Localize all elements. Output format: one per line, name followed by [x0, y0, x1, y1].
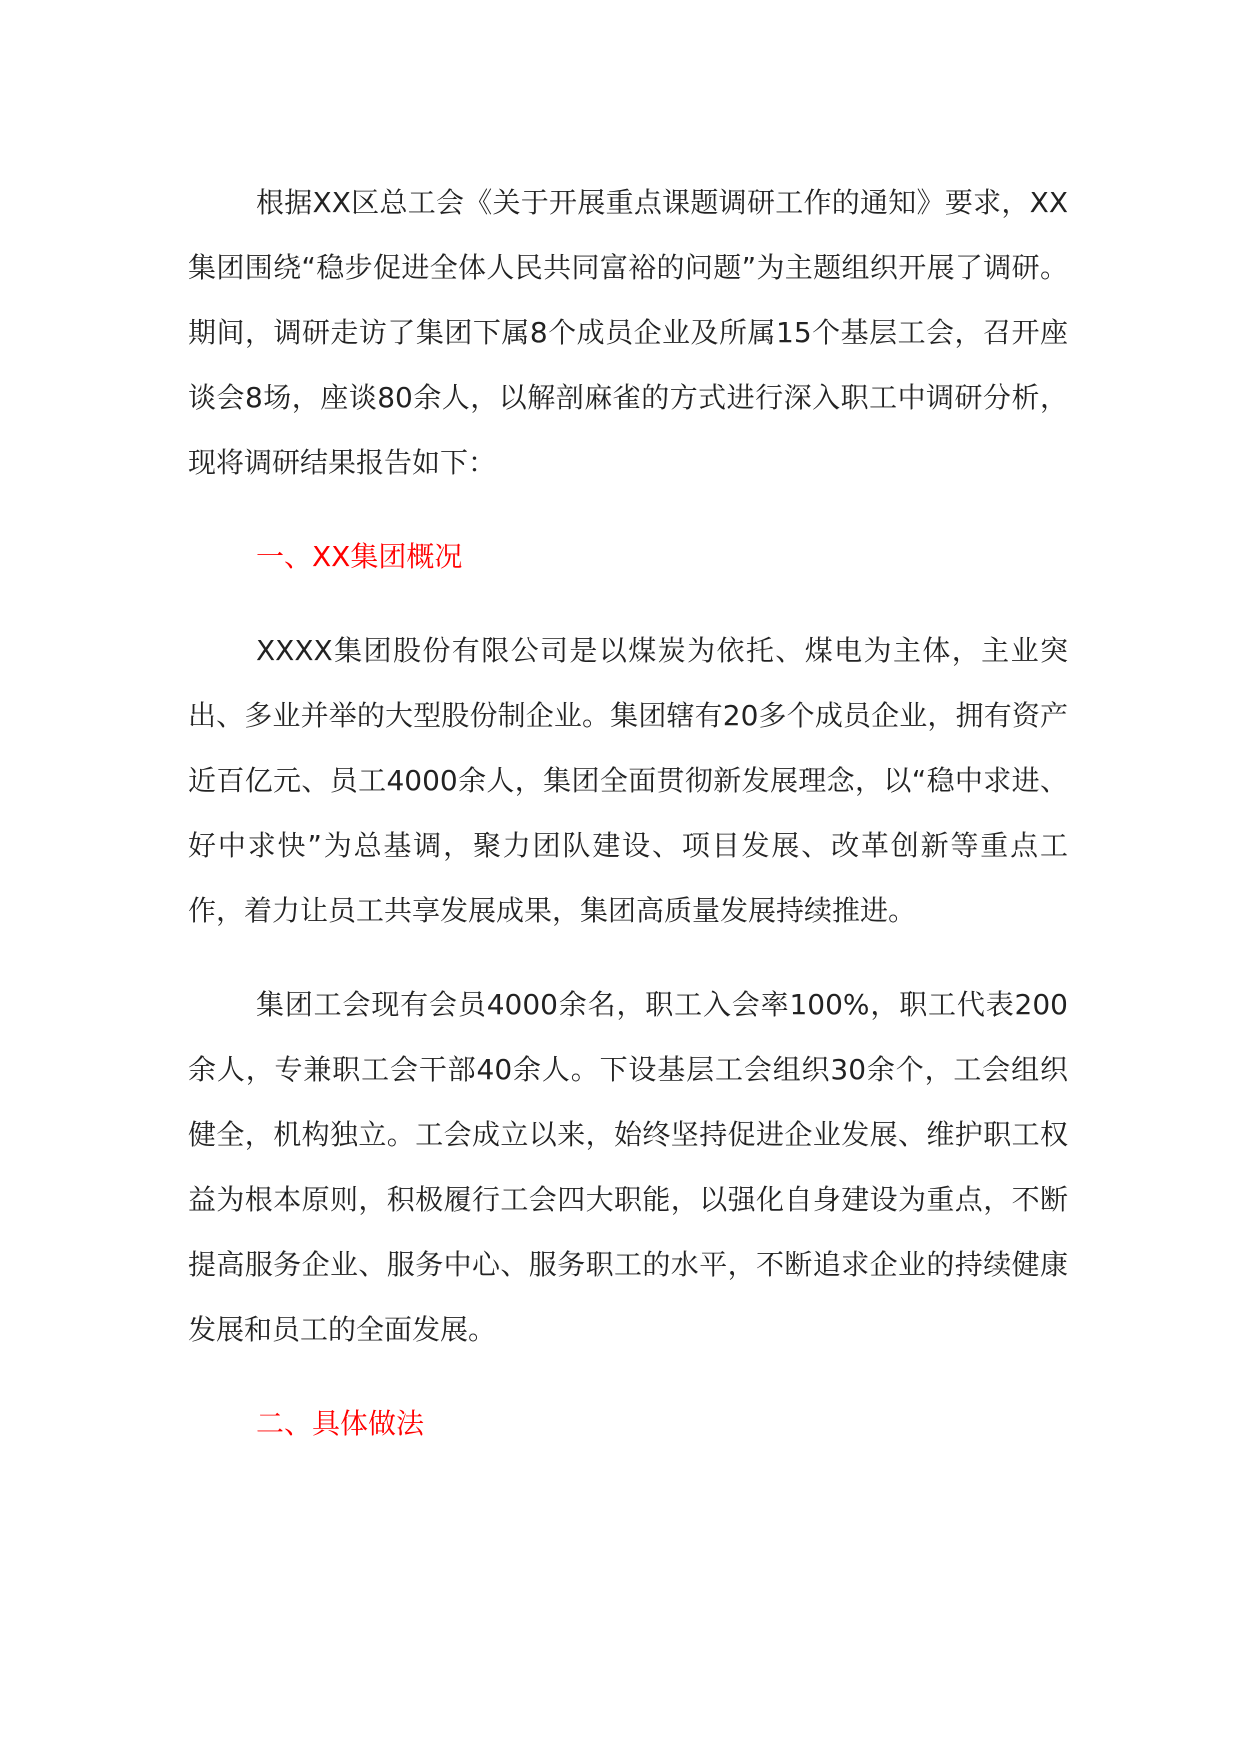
- section-heading-overview: 一、XX集团概况: [256, 540, 463, 573]
- intro-paragraph: 根据XX区总工会《关于开展重点课题调研工作的通知》要求，XX集团围绕“稳步促进全体人民共同富裕的问题”为主题组织开展了调研。期间，调研走访了集团下属8个成员企业及所属15个基层工会，召开座谈会8场，座谈80余人，以解剖麻雀的方式进行深入职工中调研分析，现将调研结果报告如下：: [188, 186, 1068, 479]
- overview-paragraph-union: 集团工会现有会员4000余名，职工入会率100%，职工代表200余人，专兼职工会干部40余人。下设基层工会组织30余个，工会组织健全，机构独立。工会成立以来，始终坚持促进企业发展、维护职工权益为根本原则，积极履行工会四大职能，以强化自身建设为重点，不断提高服务企业、服务中心、服务职工的水平，不断追求企业的持续健康发展和员工的全面发展。: [188, 988, 1068, 1346]
- overview-paragraph-company: XXXX集团股份有限公司是以煤炭为依托、煤电为主体，主业突出、多业并举的大型股份制企业。集团辖有20多个成员企业，拥有资产近百亿元、员工4000余人，集团全面贯彻新发展理念，以“稳中求进、好中求快”为总基调，聚力团队建设、项目发展、改革创新等重点工作，着力让员工共享发展成果，集团高质量发展持续推进。: [188, 634, 1068, 927]
- section-heading-practices: 二、具体做法: [256, 1407, 425, 1440]
- document-page: [188, 170, 1068, 1456]
